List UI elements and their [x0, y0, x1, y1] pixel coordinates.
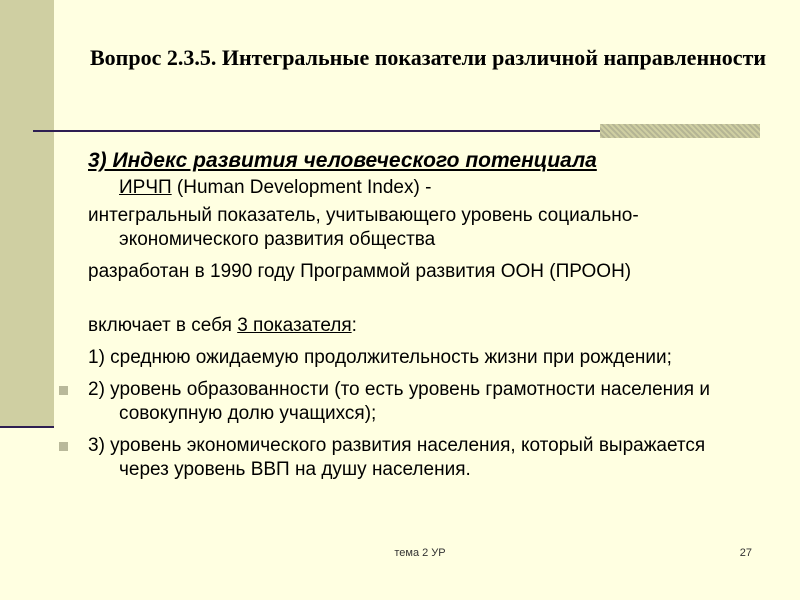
slide-title: Вопрос 2.3.5. Интегральные показатели различной направленности	[90, 45, 767, 70]
hdi-developed: разработан в 1990 году Программой развития ООН (ПРООН)	[88, 261, 632, 282]
list-item-1: 1) среднюю ожидаемую продолжительность жизни при рождении;	[88, 347, 672, 368]
list-item-3-text: 3) уровень экономического развития населения, который выражается через уровень ВВП на душу населения.	[88, 435, 706, 480]
hdi-heading-paragraph	[88, 146, 758, 200]
square-bullet-icon	[59, 386, 68, 395]
includes-link[interactable]: 3 показателя	[237, 315, 352, 336]
hdi-abbr: ИРЧП	[119, 177, 172, 198]
title-divider	[33, 130, 600, 132]
slide-body	[88, 146, 758, 482]
hdi-includes	[88, 314, 758, 338]
hdi-abbr-rest: (Human Development Index) -	[171, 177, 432, 198]
includes-suffix: :	[351, 315, 357, 336]
hdi-heading: 3) Индекс развития человеческого потенциала	[88, 149, 597, 172]
list-item-2-text: 2) уровень образованности (то есть уровень грамотности населения и совокупную долю учащихся);	[88, 379, 710, 424]
hdi-definition: интегральный показатель, учитывающего уровень социально-экономического развития общества	[88, 205, 639, 250]
square-bullet-icon	[59, 442, 68, 451]
divider-pattern-block	[600, 124, 760, 138]
list-item-2	[88, 378, 758, 426]
includes-prefix: включает в себя	[88, 315, 238, 336]
list-item-3	[88, 434, 758, 482]
left-bar-underline	[0, 426, 54, 428]
footer-topic: тема 2 УР	[394, 547, 446, 559]
left-accent-bar	[0, 0, 54, 426]
page-number: 27	[739, 547, 752, 559]
